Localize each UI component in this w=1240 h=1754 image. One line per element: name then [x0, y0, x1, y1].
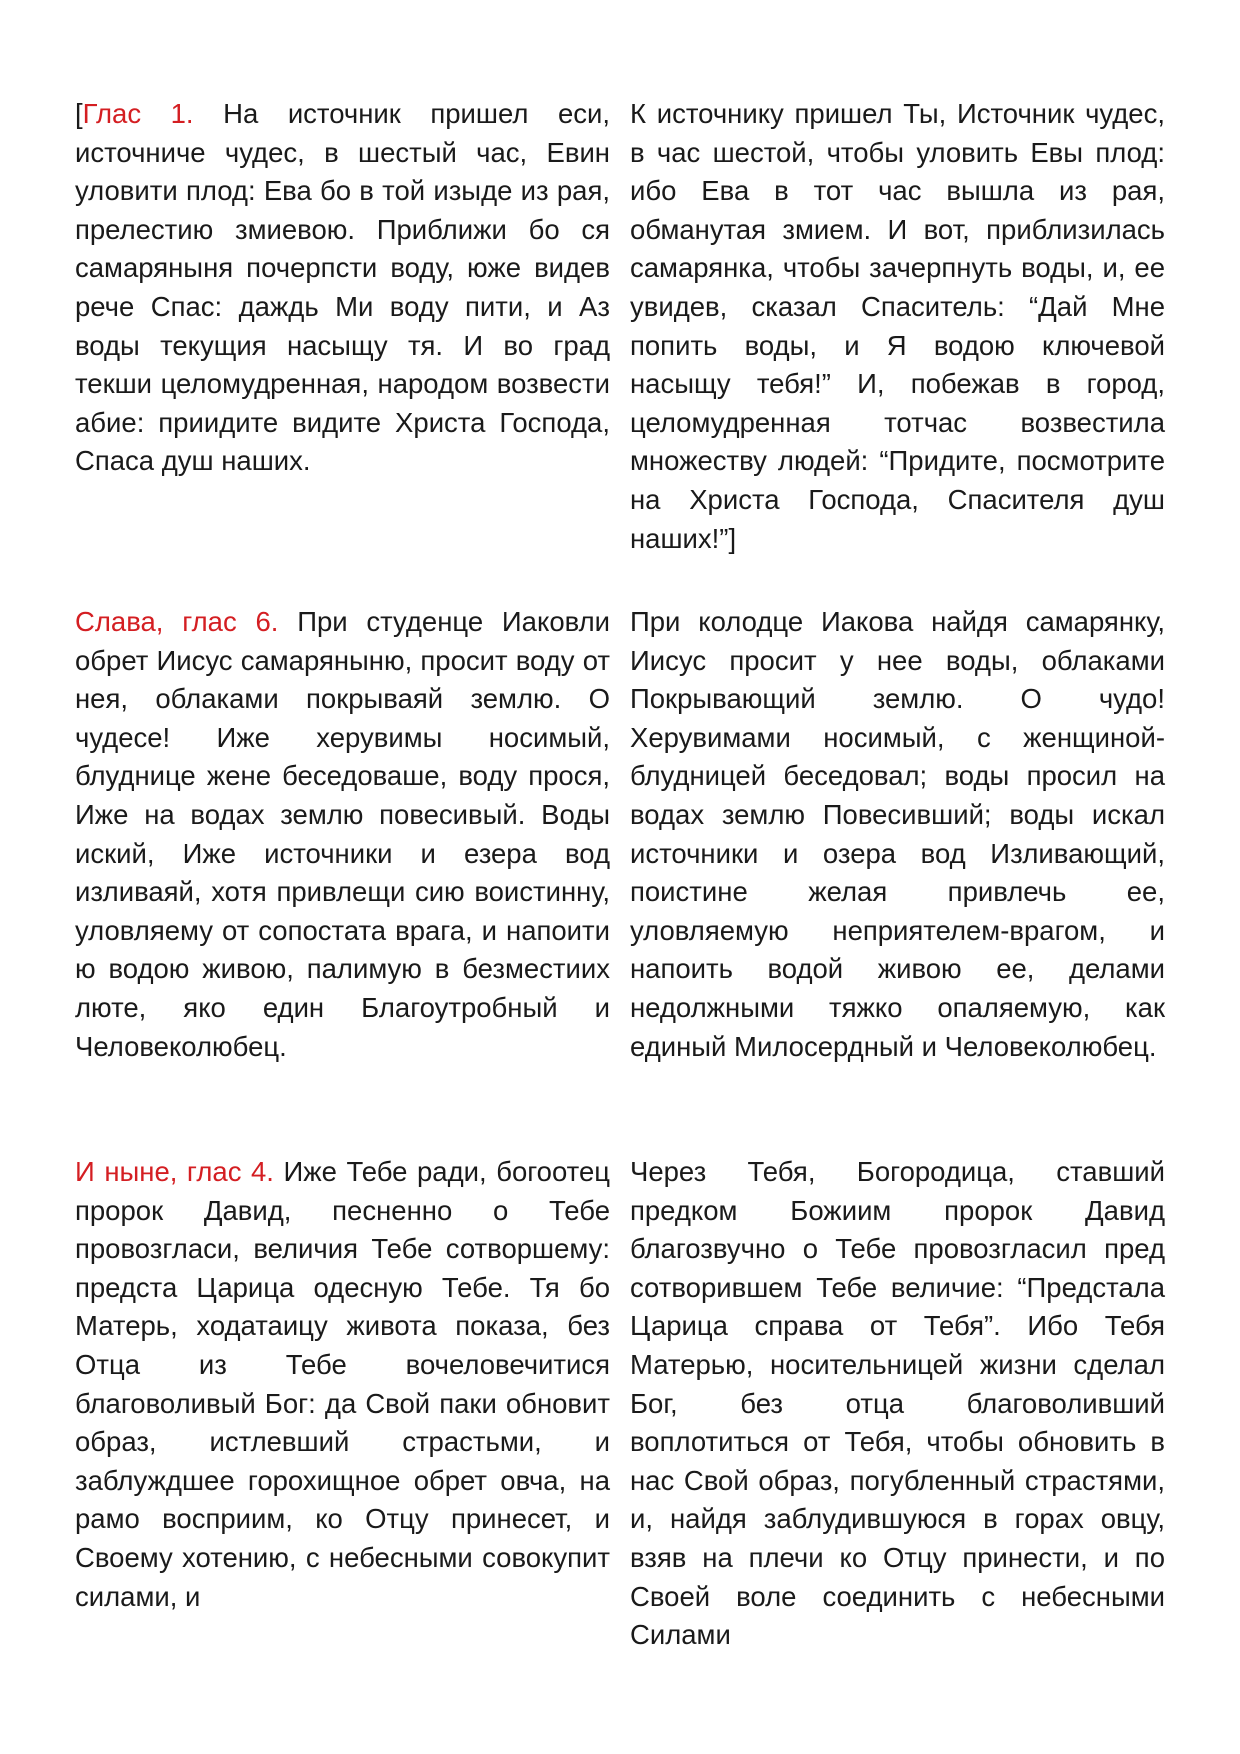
slavonic-body-2: При студенце Иаковли обрет Иисус самаряныню, просит воду от нея, облаками покрываяй землю. О чудесе! Иже херувимы носимый, блуднице жене беседоваше, воду прося, Иже на водах землю повесивый. Воды иский, Иже источники и езера вод изливаяй, хотя привлещи сию воистинну, уловляему от сопостата врага, и напоити ю водою живою, палимую в безместиих люте, яко един Благоутробный и Человеколюбец.	[75, 606, 610, 1062]
slavonic-body-3: Иже Тебе ради, богоотец пророк Давид, песненно о Тебе провозгласи, величия Тебе сотворшему: предста Царица одесную Тебе. Тя бо Матерь, ходатаицу живота показа, без Отца из Тебе вочеловечитися благоволивый Бог: да Свой паки обновит образ, истлевший страстьми, и заблуждшее горохищное обрет овча, на рамо восприим, ко Отцу принесет, и Своему хотению, с небесными совокупит силами, и	[75, 1156, 610, 1612]
tone-label-3: И ныне, глас 4.	[75, 1156, 274, 1187]
russian-translation-1	[630, 95, 1165, 558]
tone-label-1: Глас 1.	[82, 98, 194, 129]
church-slavonic-text-3	[75, 1153, 610, 1616]
russian-translation-2	[630, 603, 1165, 1066]
russian-body-1: К источнику пришел Ты, Источник чудес, в час шестой, чтобы уловить Евы плод: ибо Ева в тот час вышла из рая, обманутая змием. И вот, приблизилась самарянка, чтобы зачерпнуть воды, и, ее увидев, сказал Спаситель: “Дай Мне попить воды, и Я водою ключевой насыщу тебя!” И, побежав в город, целомудренная тотчас возвестила множеству людей: “Придите, посмотрите на Христа Господа, Спасителя душ наших!”]	[630, 98, 1165, 554]
open-bracket: [	[75, 98, 83, 129]
church-slavonic-text-1	[75, 95, 610, 481]
russian-body-3: Через Тебя, Богородица, ставший предком Божиим пророк Давид благозвучно о Тебе провозгласил пред сотворившем Тебе величие: “Предстала Царица справа от Тебя”. Ибо Тебя Матерью, носительницей жизни сделал Бог, без отца благоволивший воплотиться от Тебя, чтобы обновить в нас Свой образ, погубленный страстями, и, найдя заблудившуюся в горах овцу, взяв на плечи ко Отцу принести, и по Своей воле соединить с небесными Силами	[630, 1156, 1165, 1651]
russian-translation-3	[630, 1153, 1165, 1655]
russian-body-2: При колодце Иакова найдя самарянку, Иисус просит у нее воды, облаками Покрывающий землю. О чудо! Херувимами носимый, с женщиной-блудницей беседовал; воды просил на водах землю Повесивший; воды искал источники и озера вод Изливающий, поистине желая привлечь ее, уловляемую неприятелем-врагом, и напоить водой живою ее, делами недолжными тяжко опаляемую, как единый Милосердный и Человеколюбец.	[630, 606, 1165, 1062]
slavonic-body-1: На источник пришел еси, источниче чудес, в шестый час, Евин уловити плод: Ева бо в той изыде из рая, прелестию змиевою. Приближи бо ся самаряныня почерпсти воду, юже видев рече Спас: даждь Ми воду пити, и Аз воды текущия насыщу тя. И во град текши целомудренная, народом возвести абие: приидите видите Христа Господа, Спаса душ наших.	[75, 98, 610, 477]
tone-label-2: Слава, глас 6.	[75, 606, 279, 637]
church-slavonic-text-2	[75, 603, 610, 1066]
